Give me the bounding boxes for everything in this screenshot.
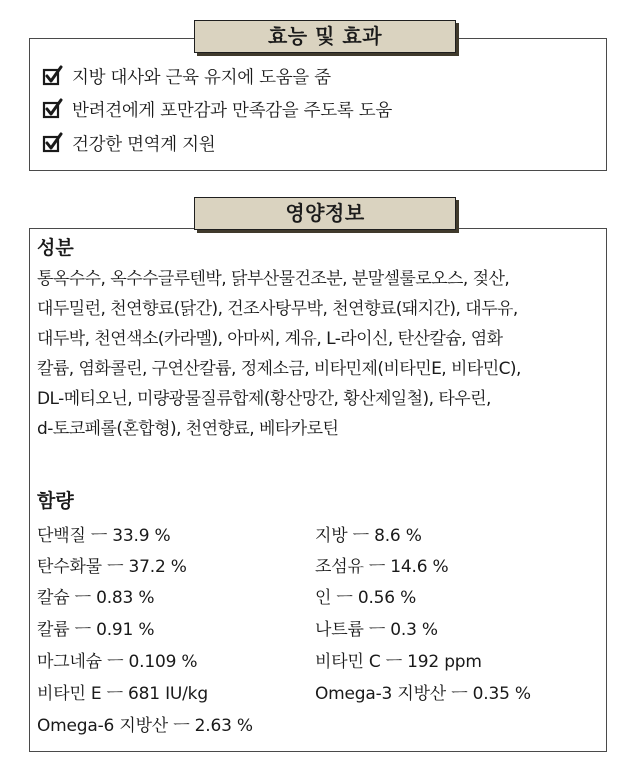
checkbox-checked-icon <box>42 132 64 154</box>
nutrient-value: 탄수화물 ㅡ 37.2 % <box>37 557 187 577</box>
benefit-text: 반려견에게 포만감과 만족감을 주도록 도움 <box>72 100 392 121</box>
nutrition-title: 영양정보 <box>194 197 456 230</box>
nutrient-value: 나트륨 ㅡ 0.3 % <box>315 620 438 640</box>
checkbox-checked-icon <box>42 65 64 87</box>
nutrient-value: Omega-6 지방산 ㅡ 2.63 % <box>37 716 253 736</box>
nutrient-value: 단백질 ㅡ 33.9 % <box>37 526 171 546</box>
benefit-text: 지방 대사와 근육 유지에 도움을 줌 <box>72 67 331 88</box>
nutrient-value: Omega-3 지방산 ㅡ 0.35 % <box>315 684 531 704</box>
nutrient-value: 조섬유 ㅡ 14.6 % <box>315 557 449 577</box>
ingredient-line: 대두밀런, 천연향료(닭간), 건조사탕무박, 천연향료(돼지간), 대두유, <box>37 299 518 319</box>
nutrient-value: 마그네슘 ㅡ 0.109 % <box>37 652 198 672</box>
ingredient-line: 통옥수수, 옥수수글루텐박, 닭부산물건조분, 분말셀룰로오스, 젖산, <box>37 269 510 289</box>
benefits-box <box>29 38 607 171</box>
benefit-item <box>42 97 392 121</box>
nutrient-value: 비타민 E ㅡ 681 IU/kg <box>37 684 208 704</box>
benefit-item <box>42 64 331 88</box>
ingredient-line: 대두박, 천연색소(카라멜), 아마씨, 계유, L-라이신, 탄산칼슘, 염화 <box>37 329 503 349</box>
nutrient-value: 지방 ㅡ 8.6 % <box>315 526 422 546</box>
ingredient-line: DL-메티오닌, 미량광물질류합제(황산망간, 황산제일철), 타우린, <box>37 389 491 409</box>
ingredients-heading: 성분 <box>37 237 74 259</box>
checkbox-checked-icon <box>42 98 64 120</box>
nutrient-value: 칼슘 ㅡ 0.83 % <box>37 588 155 608</box>
benefit-item <box>42 131 215 155</box>
nutrient-value: 인 ㅡ 0.56 % <box>315 588 417 608</box>
benefits-title: 효능 및 효과 <box>194 20 456 53</box>
ingredient-line: d-토코페롤(혼합형), 천연향료, 베타카로틴 <box>37 419 339 439</box>
nutrient-value: 칼륨 ㅡ 0.91 % <box>37 620 155 640</box>
nutrition-box <box>29 228 607 752</box>
benefit-text: 건강한 면역계 지원 <box>72 134 216 155</box>
ingredient-line: 칼륨, 염화콜린, 구연산칼륨, 정제소금, 비타민제(비타민E, 비타민C), <box>37 359 521 379</box>
nutrient-value: 비타민 C ㅡ 192 ppm <box>315 652 482 672</box>
content-heading: 함량 <box>37 490 74 512</box>
